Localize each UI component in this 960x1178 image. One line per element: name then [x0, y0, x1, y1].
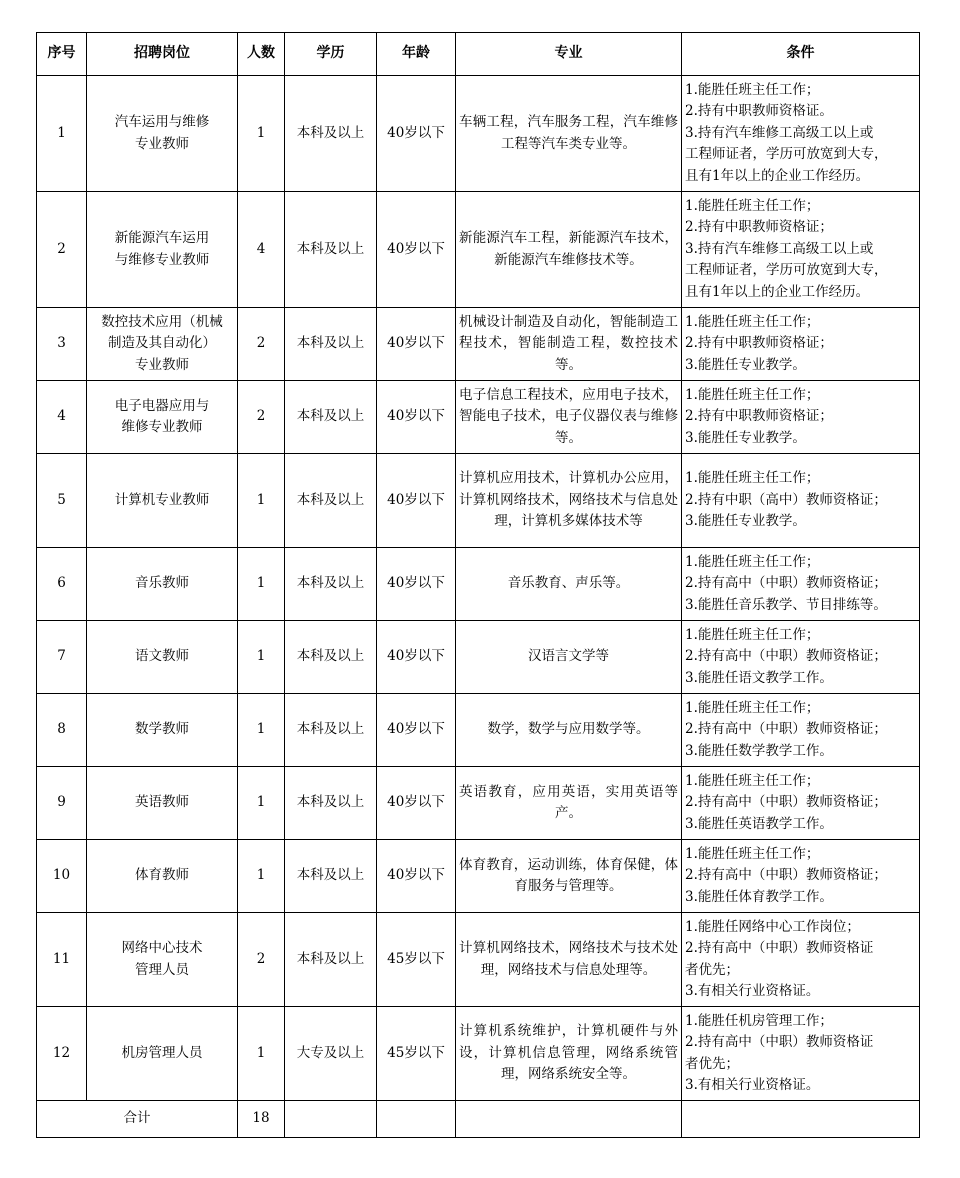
position-cell: [87, 913, 238, 1007]
condition-line: 2.持有高中（中职）教师资格证；: [685, 575, 887, 592]
position-line: 与维修专业教师: [114, 251, 210, 268]
position-line: 电子电器应用与: [114, 397, 210, 414]
position-line: 专业教师: [135, 135, 189, 152]
header-education: 学历: [285, 33, 377, 76]
count-cell: 1: [238, 76, 285, 192]
header-row: [37, 33, 920, 76]
conditions-cell: [682, 913, 920, 1007]
age-cell: 40岁以下: [377, 548, 456, 621]
major-cell: 数学，数学与应用数学等。: [456, 694, 682, 767]
major-cell: 英语教育，应用英语，实用英语等产。: [456, 767, 682, 840]
header-count: 人数: [238, 33, 285, 76]
position-line: 新能源汽车运用: [114, 230, 210, 246]
condition-line: 3.能胜任数学教学工作。: [685, 742, 833, 759]
row-number: 6: [37, 548, 87, 621]
position-cell: [87, 840, 238, 913]
header-major: 专业: [456, 33, 682, 76]
position-cell: [87, 621, 238, 694]
position-line: 计算机专业教师: [114, 491, 210, 508]
row-number: 8: [37, 694, 87, 767]
count-cell: 1: [238, 840, 285, 913]
table-row: [37, 913, 920, 1007]
major-cell: 机械设计制造及自动化，智能制造工程技术，智能制造工程，数控技术等。: [456, 308, 682, 381]
condition-line: 2.持有中职教师资格证；: [685, 219, 833, 236]
age-cell: 45岁以下: [377, 1007, 456, 1101]
education-cell: 本科及以上: [285, 192, 377, 308]
empty-cell: [456, 1101, 682, 1138]
education-cell: 本科及以上: [285, 308, 377, 381]
condition-line: 3.有相关行业资格证。: [685, 1077, 820, 1093]
table-row: [37, 192, 920, 308]
position-line: 英语教师: [135, 794, 189, 811]
condition-line: 2.持有高中（中职）教师资格证；: [685, 648, 887, 665]
table-row: [37, 1007, 920, 1101]
condition-line: 2.持有中职教师资格证；: [685, 335, 833, 352]
table-row: [37, 76, 920, 192]
education-cell: 本科及以上: [285, 454, 377, 548]
condition-line: 2.持有中职教师资格证。: [685, 103, 833, 120]
position-cell: [87, 192, 238, 308]
row-number: 7: [37, 621, 87, 694]
condition-line: 者优先；: [685, 961, 739, 978]
condition-line: 2.持有高中（中职）教师资格证；: [685, 794, 887, 811]
conditions-cell: [682, 454, 920, 548]
major-cell: 计算机应用技术，计算机办公应用，计算机网络技术，网络技术与信息处理，计算机多媒体技术等: [456, 454, 682, 548]
condition-line: 3.能胜任专业教学。: [685, 513, 806, 530]
count-cell: 2: [238, 913, 285, 1007]
position-cell: [87, 694, 238, 767]
empty-cell: [285, 1101, 377, 1138]
education-cell: 本科及以上: [285, 694, 377, 767]
position-cell: [87, 454, 238, 548]
position-line: 音乐教师: [135, 575, 189, 592]
condition-line: 3.能胜任体育教学工作。: [685, 888, 833, 905]
count-cell: 4: [238, 192, 285, 308]
count-cell: 1: [238, 694, 285, 767]
condition-line: 1.能胜任网络中心工作岗位；: [685, 918, 860, 935]
age-cell: 40岁以下: [377, 621, 456, 694]
position-cell: [87, 381, 238, 454]
row-number: 10: [37, 840, 87, 913]
table-row: [37, 694, 920, 767]
position-cell: [87, 767, 238, 840]
condition-line: 且有1年以上的企业工作经历。: [685, 283, 870, 300]
conditions-cell: [682, 548, 920, 621]
row-number: 3: [37, 308, 87, 381]
header-no: 序号: [37, 33, 87, 76]
condition-line: 2.持有中职（高中）教师资格证；: [685, 491, 887, 508]
position-line: 数学教师: [135, 721, 189, 738]
age-cell: 40岁以下: [377, 767, 456, 840]
condition-line: 2.持有中职教师资格证；: [685, 408, 833, 425]
condition-line: 2.持有高中（中职）教师资格证: [685, 940, 874, 956]
position-cell: [87, 548, 238, 621]
major-cell: 新能源汽车工程，新能源汽车技术，新能源汽车维修技术等。: [456, 192, 682, 308]
condition-line: 1.能胜任班主任工作；: [685, 845, 820, 862]
count-cell: 2: [238, 381, 285, 454]
condition-line: 工程师证者，学历可放宽到大专，: [685, 146, 888, 163]
count-cell: 2: [238, 308, 285, 381]
conditions-cell: [682, 192, 920, 308]
education-cell: 大专及以上: [285, 1007, 377, 1101]
total-row: [37, 1101, 920, 1138]
table-row: [37, 840, 920, 913]
total-count: 18: [238, 1101, 285, 1138]
count-cell: 1: [238, 767, 285, 840]
row-number: 12: [37, 1007, 87, 1101]
age-cell: 40岁以下: [377, 454, 456, 548]
position-cell: [87, 76, 238, 192]
row-number: 11: [37, 913, 87, 1007]
age-cell: 40岁以下: [377, 308, 456, 381]
condition-line: 1.能胜任班主任工作；: [685, 470, 820, 487]
major-cell: 汉语言文学等: [456, 621, 682, 694]
conditions-cell: [682, 1007, 920, 1101]
condition-line: 者优先；: [685, 1055, 739, 1072]
education-cell: 本科及以上: [285, 621, 377, 694]
position-line: 网络中心技术: [121, 940, 203, 956]
conditions-cell: [682, 767, 920, 840]
row-number: 5: [37, 454, 87, 548]
header-position: 招聘岗位: [87, 33, 238, 76]
condition-line: 1.能胜任班主任工作；: [685, 386, 820, 403]
condition-line: 1.能胜任班主任工作；: [685, 313, 820, 330]
position-line: 管理人员: [135, 961, 189, 978]
header-age: 年龄: [377, 33, 456, 76]
position-line: 数控技术应用（机械: [101, 313, 223, 330]
condition-line: 3.能胜任专业教学。: [685, 356, 806, 373]
table-row: [37, 454, 920, 548]
major-cell: 车辆工程，汽车服务工程，汽车维修工程等汽车类专业等。: [456, 76, 682, 192]
condition-line: 1.能胜任机房管理工作；: [685, 1012, 833, 1029]
position-cell: [87, 308, 238, 381]
header-conditions: 条件: [682, 33, 920, 76]
condition-line: 1.能胜任班主任工作；: [685, 553, 820, 570]
position-line: 语文教师: [135, 648, 189, 665]
condition-line: 3.持有汽车维修工高级工以上或: [685, 240, 874, 257]
position-line: 汽车运用与维修: [114, 114, 210, 130]
row-number: 9: [37, 767, 87, 840]
condition-line: 3.能胜任语文教学工作。: [685, 669, 833, 686]
position-line: 维修专业教师: [121, 419, 203, 435]
age-cell: 40岁以下: [377, 381, 456, 454]
condition-line: 3.能胜任专业教学。: [685, 429, 806, 446]
major-cell: 电子信息工程技术，应用电子技术，智能电子技术，电子仪器仪表与维修等。: [456, 381, 682, 454]
condition-line: 2.持有高中（中职）教师资格证: [685, 1034, 874, 1050]
count-cell: 1: [238, 1007, 285, 1101]
conditions-cell: [682, 694, 920, 767]
age-cell: 40岁以下: [377, 840, 456, 913]
condition-line: 2.持有高中（中职）教师资格证；: [685, 867, 887, 884]
major-cell: 体育教育，运动训练，体育保健，体育服务与管理等。: [456, 840, 682, 913]
education-cell: 本科及以上: [285, 840, 377, 913]
condition-line: 2.持有高中（中职）教师资格证；: [685, 721, 887, 738]
condition-line: 1.能胜任班主任工作；: [685, 772, 820, 789]
conditions-cell: [682, 76, 920, 192]
condition-line: 3.能胜任英语教学工作。: [685, 815, 833, 832]
age-cell: 40岁以下: [377, 192, 456, 308]
age-cell: 40岁以下: [377, 76, 456, 192]
count-cell: 1: [238, 548, 285, 621]
table-row: [37, 621, 920, 694]
table-row: [37, 381, 920, 454]
condition-line: 1.能胜任班主任工作；: [685, 81, 820, 98]
conditions-cell: [682, 621, 920, 694]
major-cell: 音乐教育、声乐等。: [456, 548, 682, 621]
position-line: 机房管理人员: [121, 1044, 203, 1061]
recruitment-table: [36, 32, 920, 1138]
conditions-cell: [682, 381, 920, 454]
education-cell: 本科及以上: [285, 913, 377, 1007]
condition-line: 3.有相关行业资格证。: [685, 983, 820, 999]
condition-line: 且有1年以上的企业工作经历。: [685, 167, 870, 184]
position-cell: [87, 1007, 238, 1101]
condition-line: 1.能胜任班主任工作；: [685, 626, 820, 643]
total-label: 合计: [37, 1101, 238, 1138]
row-number: 2: [37, 192, 87, 308]
row-number: 1: [37, 76, 87, 192]
position-line: 制造及其自动化）: [108, 335, 216, 352]
table-row: [37, 548, 920, 621]
conditions-cell: [682, 308, 920, 381]
major-cell: 计算机系统维护，计算机硬件与外设，计算机信息管理，网络系统管理，网络系统安全等。: [456, 1007, 682, 1101]
count-cell: 1: [238, 621, 285, 694]
table-row: [37, 308, 920, 381]
condition-line: 工程师证者，学历可放宽到大专，: [685, 262, 888, 279]
age-cell: 40岁以下: [377, 694, 456, 767]
education-cell: 本科及以上: [285, 381, 377, 454]
condition-line: 1.能胜任班主任工作；: [685, 699, 820, 716]
condition-line: 1.能胜任班主任工作；: [685, 197, 820, 214]
count-cell: 1: [238, 454, 285, 548]
education-cell: 本科及以上: [285, 76, 377, 192]
education-cell: 本科及以上: [285, 548, 377, 621]
conditions-cell: [682, 840, 920, 913]
position-line: 体育教师: [135, 867, 189, 884]
empty-cell: [377, 1101, 456, 1138]
major-cell: 计算机网络技术，网络技术与技术处理，网络技术与信息处理等。: [456, 913, 682, 1007]
table-row: [37, 767, 920, 840]
empty-cell: [682, 1101, 920, 1138]
education-cell: 本科及以上: [285, 767, 377, 840]
position-line: 专业教师: [135, 356, 189, 373]
age-cell: 45岁以下: [377, 913, 456, 1007]
row-number: 4: [37, 381, 87, 454]
condition-line: 3.能胜任音乐教学、节目排练等。: [685, 596, 887, 613]
condition-line: 3.持有汽车维修工高级工以上或: [685, 124, 874, 141]
